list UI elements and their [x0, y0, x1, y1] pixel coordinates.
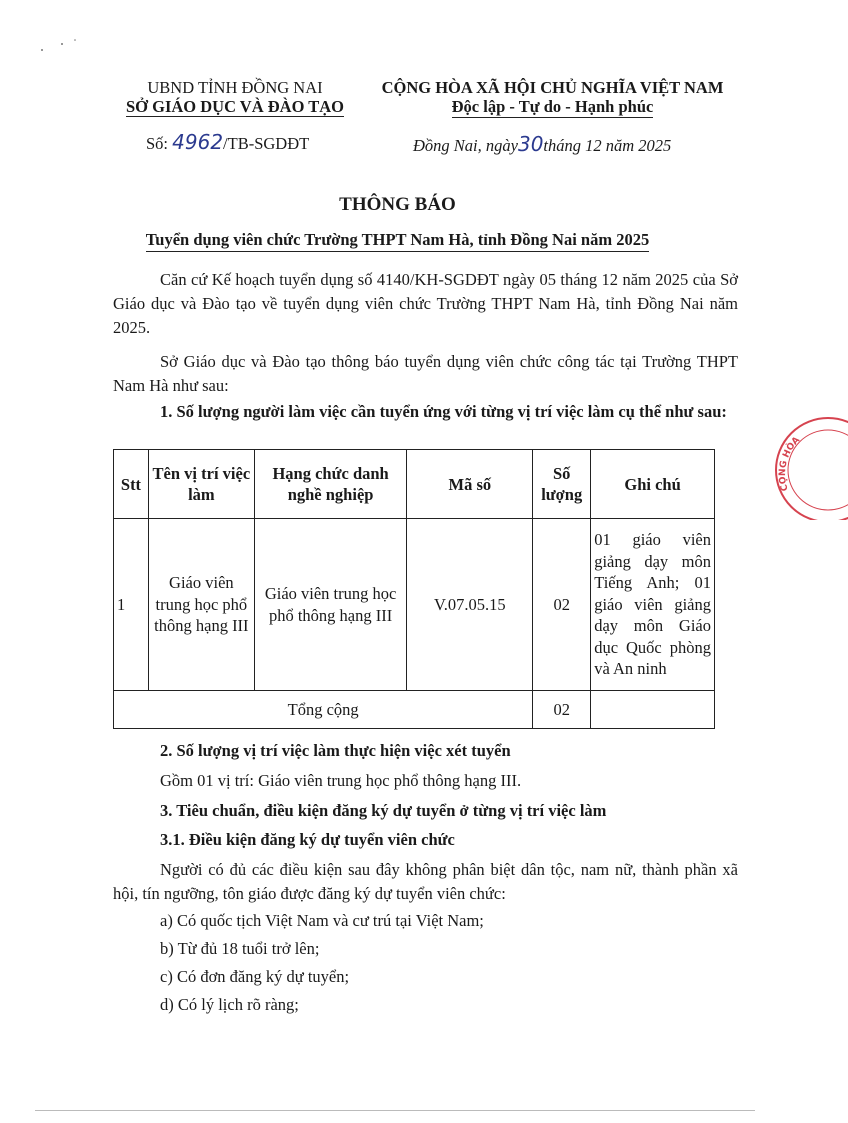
basis-text: Căn cứ Kế hoạch tuyển dụng số 4140/KH-SGDĐT ngày 05 tháng 12 năm 2025 của Sở Giáo dục và Đào tạo về tuyển dụng viên chức Trường THPT Nam Hà, tỉnh Đồng Nai năm 2025.	[113, 270, 738, 337]
svg-text:CỘNG HÒA: CỘNG HÒA	[778, 435, 803, 493]
province-name: UBND TỈNH ĐỒNG NAI	[147, 78, 323, 97]
number-suffix: /TB-SGDĐT	[223, 134, 310, 153]
date-prefix: Đồng Nai, ngày	[413, 136, 518, 155]
header-stt: Stt	[114, 450, 149, 519]
table-total-row	[114, 691, 715, 729]
official-seal	[768, 410, 848, 520]
cell-code: V.07.05.15	[407, 519, 533, 691]
section-1-text: 1. Số lượng người làm việc cần tuyển ứng với từng vị trí việc làm cụ thể như sau:	[160, 402, 727, 421]
subtitle-text: Tuyển dụng viên chức Trường THPT Nam Hà, tỉnh Đồng Nai năm 2025	[146, 230, 649, 252]
cell-note: 01 giáo viên giảng dạy môn Tiếng Anh; 01 giáo viên giảng dạy môn Giáo dục Quốc phòng và An ninh	[591, 519, 715, 691]
section-2-heading: 2. Số lượng vị trí việc làm thực hiện việc xét tuyển	[160, 741, 511, 760]
scan-specks	[30, 30, 90, 60]
document-subtitle	[0, 230, 795, 250]
national-header	[360, 78, 745, 118]
paragraph-announcement	[113, 350, 738, 398]
paragraph-eligibility	[113, 858, 738, 906]
document-title: THÔNG BÁO	[339, 194, 456, 215]
section-1-heading	[113, 400, 738, 424]
agency-header	[120, 78, 350, 117]
total-note	[591, 691, 715, 729]
document-date	[413, 132, 671, 156]
eligibility-text: Người có đủ các điều kiện sau đây không phân biệt dân tộc, nam nữ, thành phần xã hội, tín ngưỡng, tôn giáo được đăng ký dự tuyển viên chức:	[113, 860, 738, 903]
header-position: Tên vị trí việc làm	[148, 450, 254, 519]
total-value: 02	[533, 691, 591, 729]
date-suffix: tháng 12 năm 2025	[543, 136, 672, 155]
table-row	[114, 519, 715, 691]
total-label: Tổng cộng	[114, 691, 533, 729]
handwritten-day: 30	[517, 132, 544, 156]
header-rank: Hạng chức danh nghề nghiệp	[254, 450, 407, 519]
cell-quantity: 02	[533, 519, 591, 691]
page-bottom-edge	[35, 1110, 755, 1111]
motto: Độc lập - Tự do - Hạnh phúc	[451, 97, 654, 116]
list-item: d) Có lý lịch rõ ràng;	[160, 995, 299, 1014]
header-code: Mã số	[407, 450, 533, 519]
cell-stt: 1	[114, 519, 149, 691]
document-number	[146, 130, 309, 154]
department-name: SỞ GIÁO DỤC VÀ ĐÀO TẠO	[125, 97, 345, 116]
paragraph-basis	[113, 268, 738, 340]
announcement-text: Sở Giáo dục và Đào tạo thông báo tuyển dụng viên chức công tác tại Trường THPT Nam Hà như sau:	[113, 352, 738, 395]
list-item: a) Có quốc tịch Việt Nam và cư trú tại Việt Nam;	[160, 911, 484, 930]
section-3-heading: 3. Tiêu chuẩn, điều kiện đăng ký dự tuyển ở từng vị trí việc làm	[160, 801, 607, 820]
recruitment-table	[113, 449, 715, 729]
handwritten-number: 4962	[172, 130, 224, 154]
header-note: Ghi chú	[591, 450, 715, 519]
number-label: Số:	[146, 134, 169, 153]
list-item: c) Có đơn đăng ký dự tuyển;	[160, 967, 350, 986]
table-header-row	[114, 450, 715, 519]
list-item: b) Từ đủ 18 tuổi trở lên;	[160, 939, 320, 958]
header-quantity: Số lượng	[533, 450, 591, 519]
cell-position: Giáo viên trung học phổ thông hạng III	[148, 519, 254, 691]
cell-rank: Giáo viên trung học phổ thông hạng III	[254, 519, 407, 691]
country-name: CỘNG HÒA XÃ HỘI CHỦ NGHĨA VIỆT NAM	[381, 78, 724, 97]
section-3-1-heading: 3.1. Điều kiện đăng ký dự tuyển viên chức	[160, 830, 455, 849]
section-2-text: Gồm 01 vị trí: Giáo viên trung học phổ thông hạng III.	[160, 771, 522, 790]
